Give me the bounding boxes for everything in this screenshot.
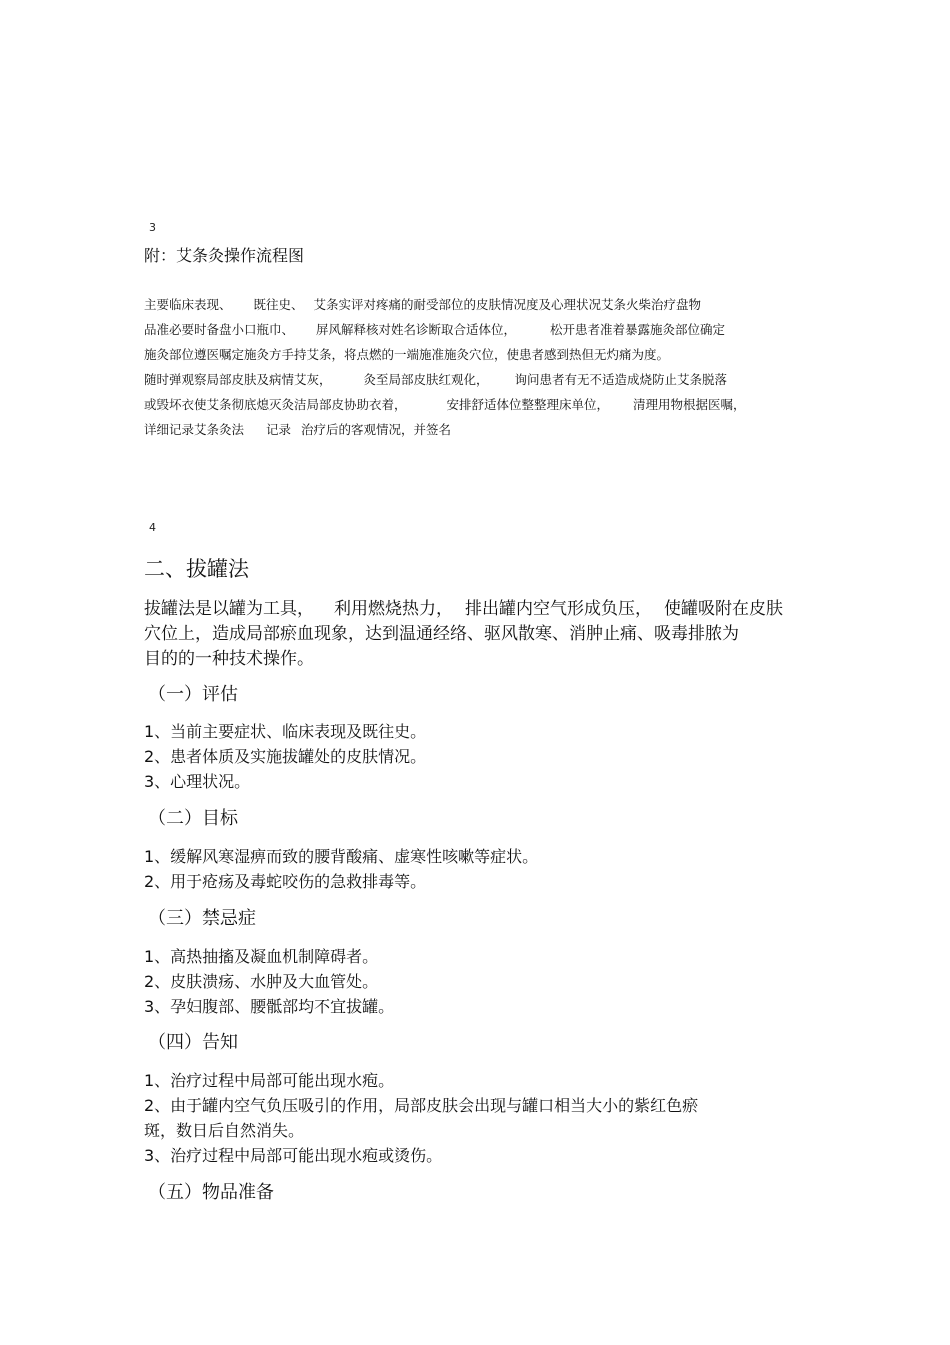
flowchart-text: 主要临床表现、 (144, 297, 232, 312)
list-item: 2、患者体质及实施拔罐处的皮肤情况。 (144, 747, 427, 766)
flowchart-text: 屏风解释核对姓名诊断取合适体位， (316, 322, 517, 337)
flowchart-text: 治疗后的客观情况，并签名 (301, 422, 452, 437)
flowchart-text: 安排舒适体位整整理床单位， (446, 397, 610, 412)
list-item: 2、用于疮疡及毒蛇咬伤的急救排毒等。 (144, 872, 427, 891)
flowchart-text: 松开患者准着暴露施灸部位确定 (550, 322, 726, 337)
flowchart-line (144, 320, 725, 338)
flowchart-text: 记录 (266, 422, 292, 437)
subsection-title: （五）物品准备 (148, 1182, 274, 1203)
page-number: 4 (149, 521, 156, 534)
flowchart-text: 灸至局部皮肤红观化， (363, 372, 489, 387)
intro-line (144, 594, 783, 619)
flowchart-text: 既往史、 (253, 297, 304, 312)
list-item: 2、皮肤溃疡、水肿及大血管处。 (144, 972, 379, 991)
subsection-title: （三）禁忌症 (148, 908, 256, 929)
flowchart-line (144, 295, 701, 313)
flowchart-text: 艾条实评对疼痛的耐受部位的皮肤情况度及心理状况艾条火柴治疗盘物 (313, 297, 702, 312)
flowchart-line (144, 345, 669, 363)
flowchart-line (144, 370, 727, 388)
page-number: 3 (149, 221, 156, 234)
flowchart-title: 附：艾条灸操作流程图 (144, 246, 305, 265)
intro-line (144, 644, 314, 669)
flowchart-text: 品准必要时备盘小口瓶巾、 (144, 322, 295, 337)
flowchart-text: 施灸部位遵医嘱定施灸方手持艾条，将点燃的一端施准施灸穴位，使患者感到热但无灼痛为度。 (144, 347, 670, 362)
intro-text: 目的的一种技术操作。 (144, 649, 314, 669)
list-item: 3、治疗过程中局部可能出现水疱或烫伤。 (144, 1146, 443, 1165)
intro-line (144, 619, 739, 644)
list-item: 3、孕妇腹部、腰骶部均不宜拔罐。 (144, 997, 395, 1016)
flowchart-text: 清理用物根据医嘱， (633, 397, 746, 412)
subsection-title: （二）目标 (148, 808, 238, 829)
flowchart-text: 详细记录艾条灸法 (144, 422, 245, 437)
flowchart-line (144, 420, 451, 438)
flowchart-text: 随时弹观察局部皮肤及病情艾灰， (144, 372, 332, 387)
list-item: 1、高热抽搐及凝血机制障碍者。 (144, 947, 379, 966)
list-item: 2、由于罐内空气负压吸引的作用，局部皮肤会出现与罐口相当大小的紫红色瘀 (144, 1096, 699, 1115)
list-item: 1、缓解风寒湿痹而致的腰背酸痛、虚寒性咳嗽等症状。 (144, 847, 539, 866)
list-item: 斑，数日后自然消失。 (144, 1121, 305, 1140)
intro-text: 使罐吸附在皮肤 (664, 599, 783, 619)
flowchart-text: 询问患者有无不适造成烧防止艾条脱落 (514, 372, 728, 387)
intro-text: 穴位上，造成局部瘀血现象，达到温通经络、驱风散寒、消肿止痛、吸毒排脓为 (144, 624, 739, 644)
section-heading: 二、拔罐法 (144, 557, 249, 581)
list-item: 1、当前主要症状、临床表现及既往史。 (144, 722, 427, 741)
intro-text: 排出罐内空气形成负压， (465, 599, 652, 619)
intro-text: 利用燃烧热力， (334, 599, 453, 619)
list-item: 3、心理状况。 (144, 772, 251, 791)
list-item: 1、治疗过程中局部可能出现水疱。 (144, 1071, 395, 1090)
flowchart-text: 或毁坏衣使艾条彻底熄灭灸洁局部皮协助衣着， (144, 397, 407, 412)
subsection-title: （四）告知 (148, 1032, 238, 1053)
flowchart-line (144, 395, 746, 413)
intro-text: 拔罐法是以罐为工具， (144, 599, 314, 619)
subsection-title: （一）评估 (148, 684, 238, 705)
